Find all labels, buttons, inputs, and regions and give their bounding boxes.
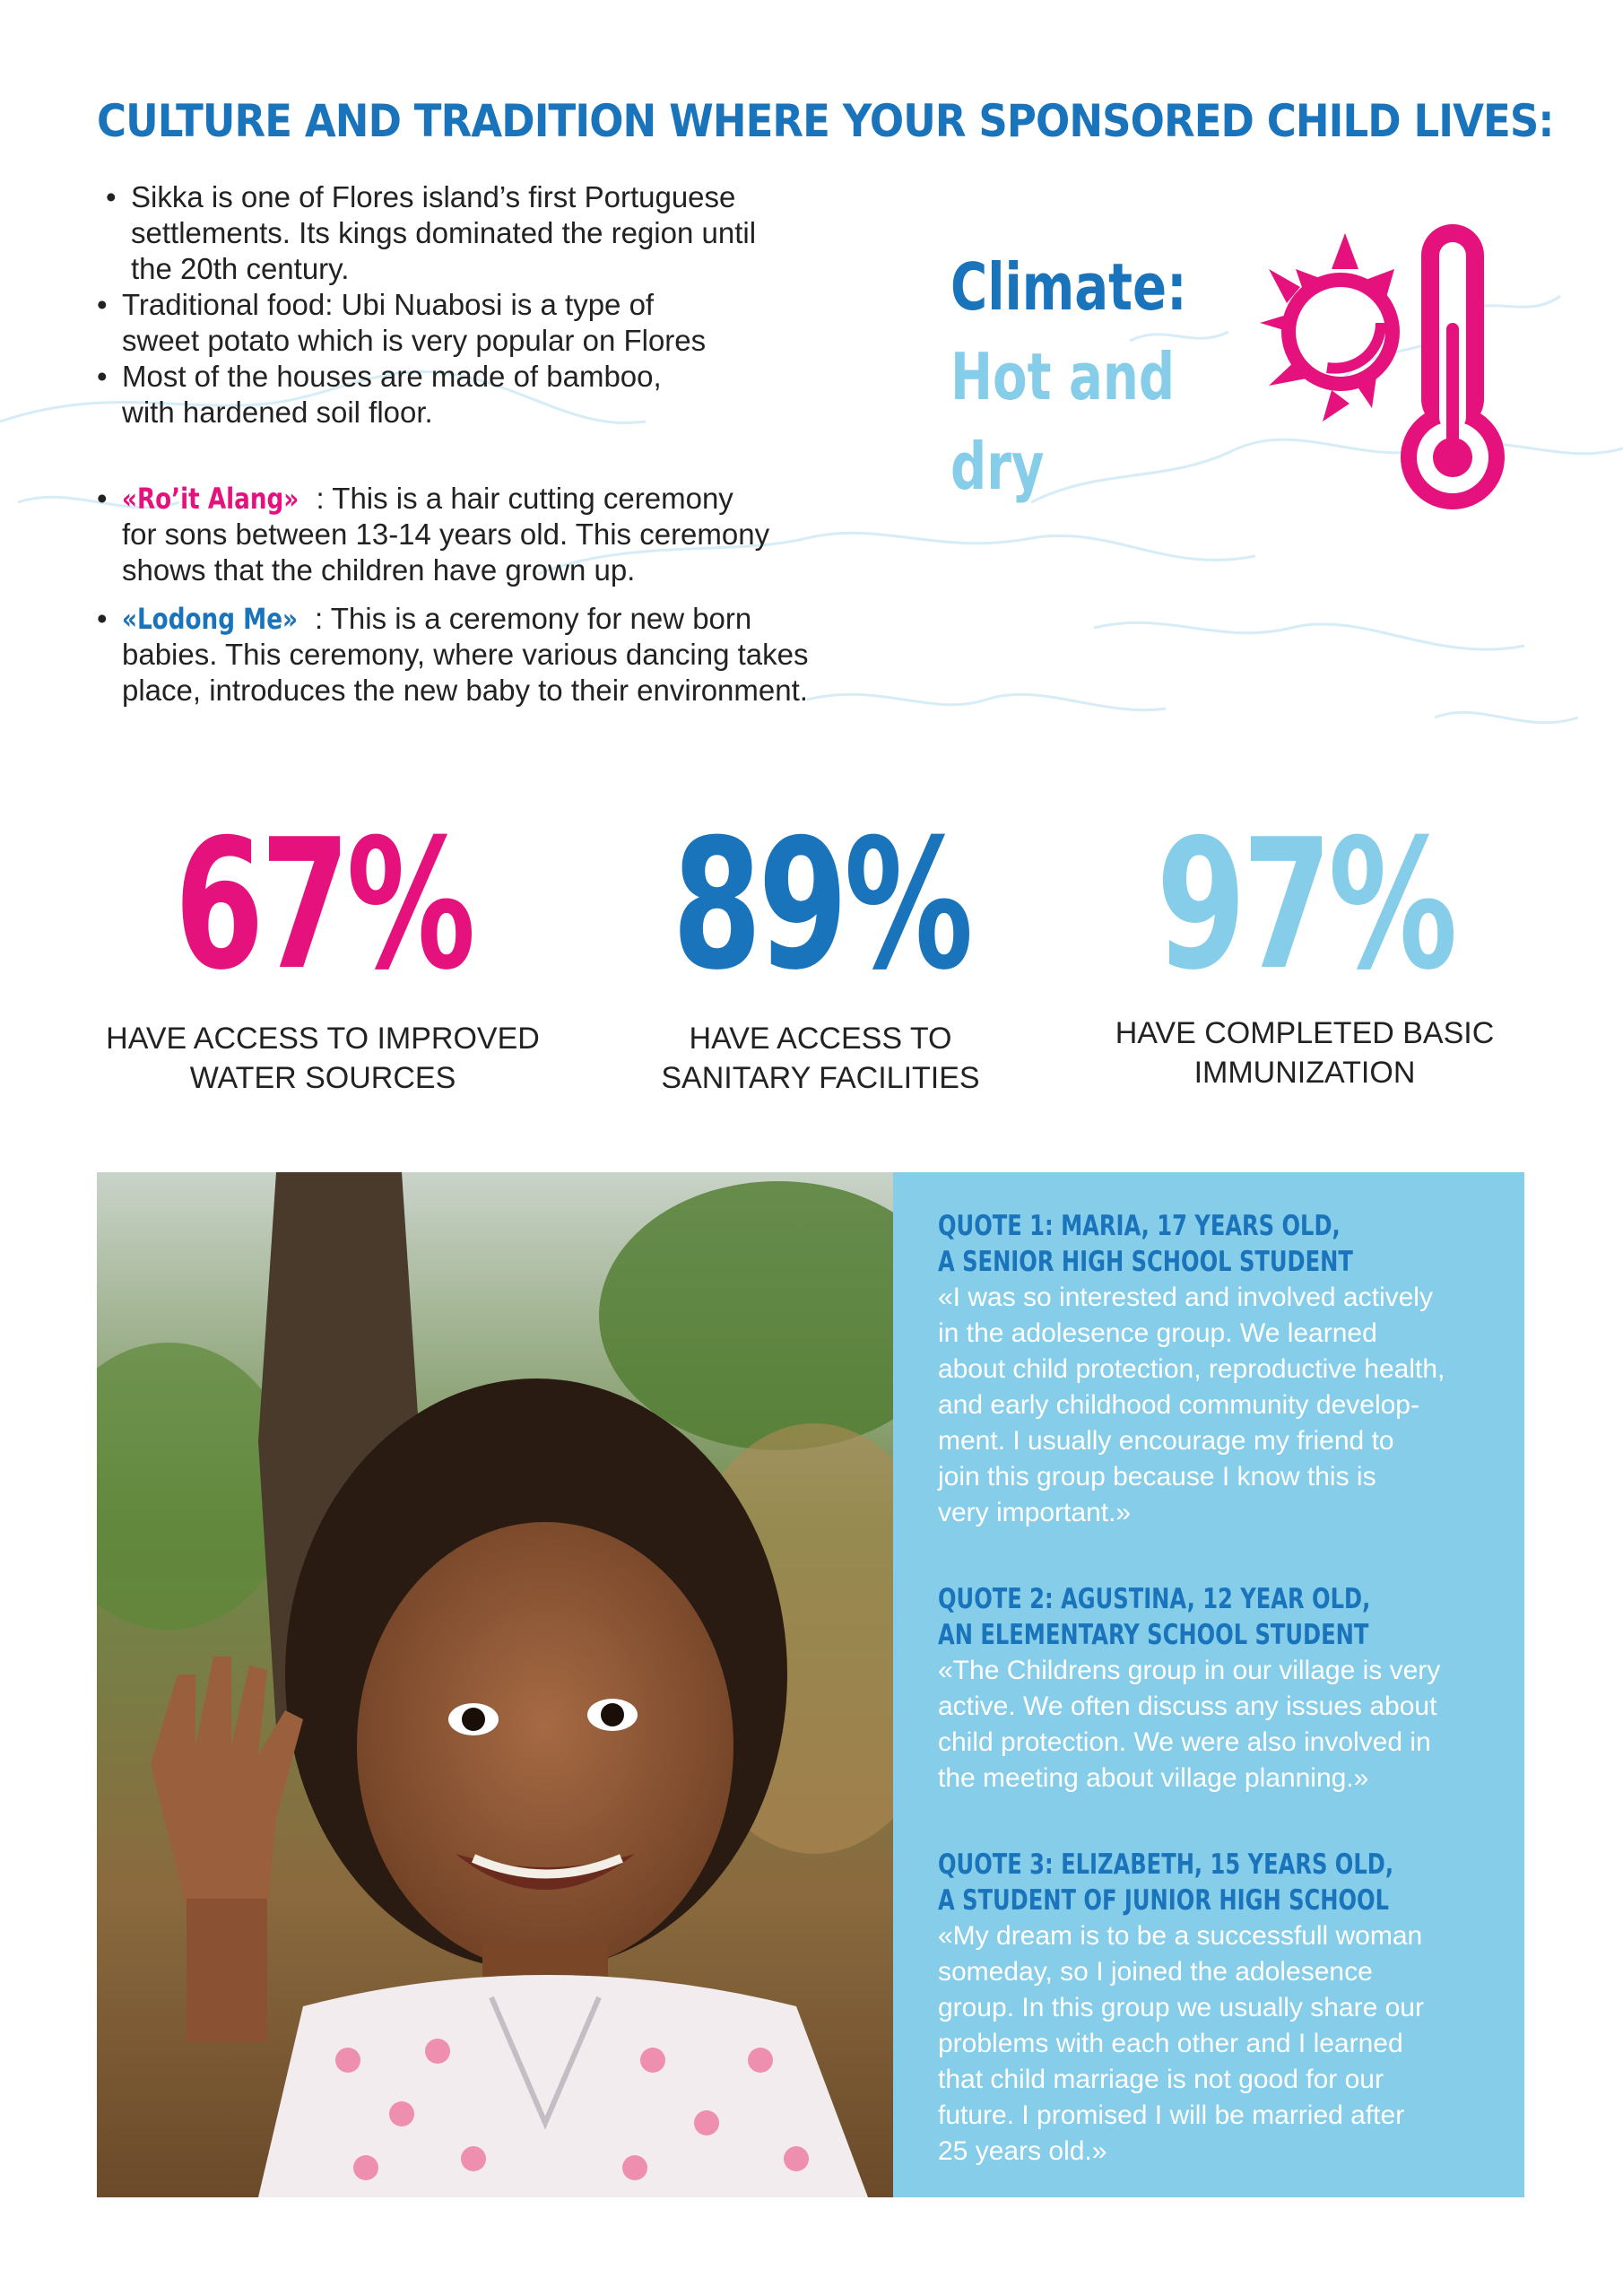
bullet-line: settlements. Its kings dominated the region until (131, 216, 757, 249)
quote-line: that child marriage is not good for our (938, 2065, 1384, 2094)
quote-text (938, 1918, 1505, 2170)
quote-line: very important.» (938, 1498, 1132, 1527)
bullet-dot-icon: • (97, 288, 108, 321)
quote-elizabeth (938, 1847, 1505, 2170)
bullet-line: : This is a hair cutting ceremony (316, 482, 733, 515)
ceremony-term-roit-alang: «Ro’it Alang» (122, 482, 299, 516)
stat-description-line: HAVE ACCESS TO (689, 1022, 952, 1056)
quote-text (938, 1653, 1505, 1796)
climate-value-line: dry (950, 429, 1045, 504)
bullet-line: for sons between 13-14 years old. This ceremony (122, 517, 770, 551)
stat-sanitary-access (569, 801, 1072, 1098)
stat-value: 89% (672, 801, 969, 1010)
quote-heading: A STUDENT OF JUNIOR HIGH SCHOOL (938, 1884, 1390, 1917)
quote-line: group. In this group we usually share our (938, 1993, 1424, 2022)
stat-water-access (72, 801, 574, 1098)
quote-line: ment. I usually encourage my friend to (938, 1426, 1394, 1456)
quote-line: and early childhood community develop- (938, 1390, 1419, 1420)
quote-agustina (938, 1581, 1505, 1796)
child-photo-illustration (97, 1172, 893, 2197)
bullet-line: place, introduces the new baby to their environment. (122, 674, 808, 707)
quote-heading: AN ELEMENTARY SCHOOL STUDENT (938, 1619, 1369, 1651)
stat-description-line: IMMUNIZATION (1193, 1056, 1416, 1090)
quote-maria (938, 1208, 1505, 1531)
bullet-dot-icon: • (97, 482, 108, 515)
stat-immunization (1054, 801, 1556, 1092)
quote-heading: QUOTE 1: MARIA, 17 YEARS OLD, (938, 1210, 1341, 1242)
stat-description-line: HAVE COMPLETED BASIC (1115, 1016, 1495, 1050)
bullet-roit-alang (97, 481, 904, 588)
bullet-line: sweet potato which is very popular on Flores (122, 324, 707, 357)
page-title: CULTURE AND TRADITION WHERE YOUR SPONSORED CHILD LIVES: (97, 95, 1554, 147)
quote-line: active. We often discuss any issues about (938, 1692, 1437, 1721)
child-photo (97, 1172, 893, 2197)
stat-description-line: SANITARY FACILITIES (661, 1061, 980, 1095)
bullet-portuguese-settlement (97, 179, 904, 287)
bullet-line: Sikka is one of Flores island’s first Portuguese (131, 180, 736, 213)
bullet-line: Traditional food: Ubi Nuabosi is a type of (122, 288, 655, 321)
bullet-line: : This is a ceremony for new born (314, 602, 752, 635)
ceremony-term-lodong-me: «Lodong Me» (122, 602, 298, 636)
stat-value: 97% (1156, 801, 1454, 1010)
quote-heading: QUOTE 3: ELIZABETH, 15 YEARS OLD, (938, 1848, 1394, 1881)
stat-description (1054, 1013, 1556, 1092)
quote-line: in the adolesence group. We learned (938, 1318, 1377, 1348)
quote-heading: A SENIOR HIGH SCHOOL STUDENT (938, 1246, 1353, 1278)
bullet-dot-icon: • (97, 602, 108, 635)
quote-line: someday, so I joined the adolesence (938, 1957, 1373, 1987)
quote-line: the meeting about village planning.» (938, 1763, 1369, 1793)
bullet-lodong-me (97, 601, 904, 709)
quote-line: problems with each other and I learned (938, 2029, 1403, 2058)
bullet-line: the 20th century. (131, 252, 350, 285)
climate-block (950, 242, 1254, 511)
stat-description-line: HAVE ACCESS TO IMPROVED (106, 1022, 540, 1056)
bullet-line: babies. This ceremony, where various dancing takes (122, 638, 809, 671)
quote-text (938, 1280, 1505, 1531)
bullet-line: with hardened soil floor. (122, 396, 433, 429)
quotes-panel (893, 1172, 1524, 2197)
bullet-line: Most of the houses are made of bamboo, (122, 360, 662, 393)
bullet-dot-icon: • (97, 360, 108, 393)
bullet-traditional-food (97, 287, 904, 359)
quote-line: child protection. We were also involved in (938, 1727, 1431, 1757)
bullet-dot-icon: • (106, 180, 117, 213)
quote-line: join this group because I know this is (938, 1462, 1376, 1492)
culture-bullet-list (97, 179, 904, 709)
quote-heading: QUOTE 2: AGUSTINA, 12 YEAR OLD, (938, 1583, 1371, 1615)
climate-value-line: Hot and (950, 339, 1176, 414)
quote-line: 25 years old.» (938, 2136, 1107, 2166)
quote-line: «The Childrens group in our village is very (938, 1656, 1441, 1685)
quote-line: «I was so interested and involved actively (938, 1283, 1433, 1312)
stat-description (569, 1019, 1072, 1098)
quote-line: future. I promised I will be married after (938, 2100, 1405, 2130)
stat-description-line: WATER SOURCES (189, 1061, 456, 1095)
bullet-line: shows that the children have grown up. (122, 553, 636, 587)
stat-value: 67% (174, 801, 472, 1010)
climate-label: Climate: (950, 249, 1187, 325)
sun-thermometer-icon (1260, 215, 1529, 520)
quote-line: about child protection, reproductive health, (938, 1354, 1445, 1384)
quote-line: «My dream is to be a successfull woman (938, 1921, 1423, 1951)
stat-description (72, 1019, 574, 1098)
bullet-houses (97, 359, 904, 430)
